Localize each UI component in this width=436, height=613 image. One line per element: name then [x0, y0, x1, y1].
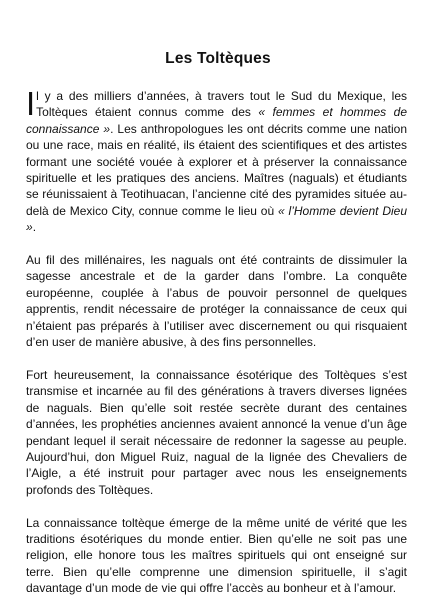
paragraph-2: Au fil des millénaires, les naguals ont été contraints de dissimuler la sagesse ancestrale et de la garder dans l’ombre. La conquête européenne, couplée à l’abus de pouvoir personnel de quelques apprentis, rendit nécessaire de protéger la connaissance de ceux qui n’étaient pas préparés à l’utiliser avec discernement ou qui risquaient d’en user de manière abusive, à des fins personnelles.	[26, 253, 407, 350]
paragraph-1-text-b: . Les anthropologues les ont décrits comme une nation ou une race, mais en réalité, ils étaient des scientifiques et des artistes formant une société vouée à explorer et à préserver la connaissance spirituelle et les pratiques des anciens. Maîtres (naguals) et étudiants se réunissaient à Teotihuacan, l’ancienne cité des pyramides située au-delà de Mexico City, connue comme le lieu où	[26, 121, 408, 218]
page-title: Les Toltèques	[165, 50, 271, 67]
paragraph-1	[26, 85, 408, 236]
paragraph-1-emphasis-b: « l’Homme devient Dieu »	[26, 203, 407, 235]
paragraph-1-text-a: l y a des milliers d’années, à travers tout le Sud du Mexique, les Toltèques étaient connus comme des	[36, 89, 407, 120]
paragraph-1-emphasis-a: « femmes et hommes de connaissance »	[26, 105, 407, 136]
document-body	[26, 85, 408, 613]
paragraph-4: La connaissance toltèque émerge de la même unité de vérité que les traditions ésotériques du monde entier. Bien qu’elle ne soit pas une religion, elle honore tous les maîtres spirituels qui ont enseigné sur terre. Bien qu’elle comprenne une dimension spirituelle, il s’agit davantage d’un mode de vie qui offre l’accès au bonheur et à l’amour.	[26, 515, 407, 596]
paragraph-1-text-c: .	[32, 220, 37, 235]
drop-cap: I	[26, 85, 36, 122]
paragraph-3: Fort heureusement, la connaissance ésotérique des Toltèques s’est transmise et incarnée au fil des générations à travers diverses lignées de naguals. Bien qu’elle soit restée secrète durant des centaines d’années, les prophéties anciennes avaient annoncé la venue d’un âge pendant lequel il serait nécessaire de redonner la sagesse au peuple. Aujourd’hui, don Miguel Ruiz, nagual de la lignée des Chevaliers de l’Aigle, a été instruit pour partager avec nous les enseignements profonds des Toltèques.	[26, 367, 407, 497]
